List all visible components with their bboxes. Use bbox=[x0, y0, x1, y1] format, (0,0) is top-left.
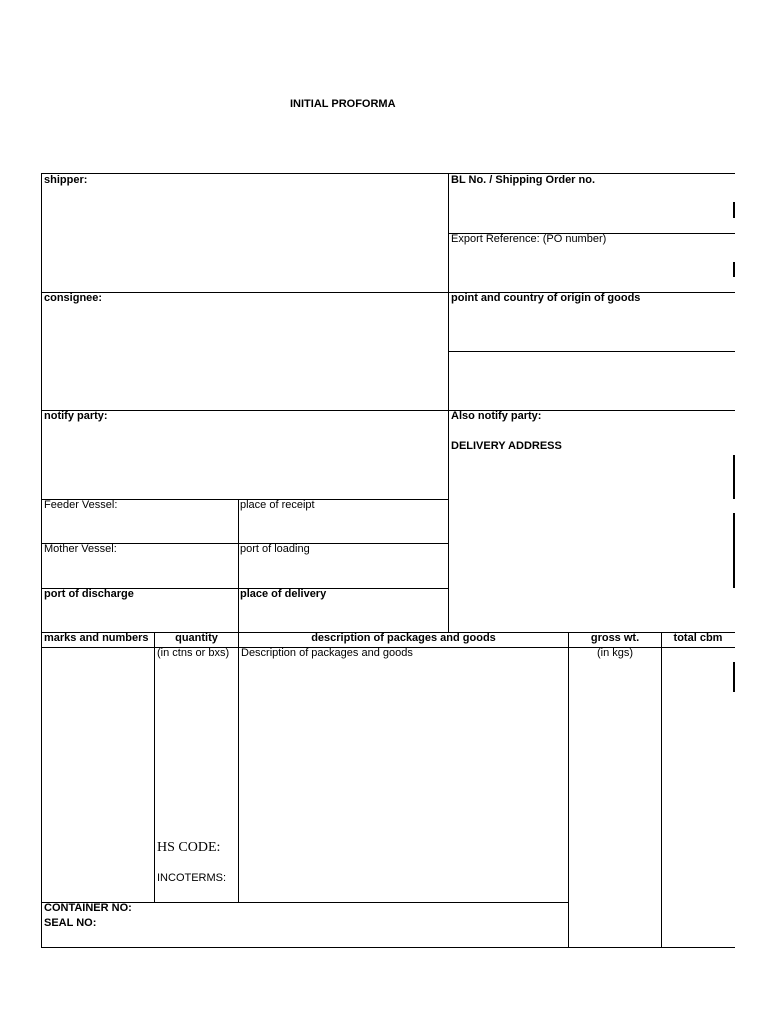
port-of-loading-label: port of loading bbox=[240, 543, 310, 555]
consignee-label: consignee: bbox=[44, 292, 103, 304]
quantity-header: quantity bbox=[175, 632, 218, 644]
quantity-unit: (in ctns or bxs) bbox=[157, 647, 230, 659]
export-reference-label: Export Reference: (PO number) bbox=[451, 233, 607, 245]
seal-no-label: SEAL NO: bbox=[44, 917, 97, 929]
gross-wt-unit: (in kgs) bbox=[596, 647, 634, 659]
incoterms-label: INCOTERMS: bbox=[157, 872, 227, 884]
gross-wt-header: gross wt. bbox=[590, 632, 640, 644]
port-of-discharge-label: port of discharge bbox=[44, 588, 134, 600]
shipper-label: shipper: bbox=[44, 174, 88, 186]
marks-header: marks and numbers bbox=[44, 632, 149, 644]
hs-code-label: HS CODE: bbox=[157, 840, 221, 855]
also-notify-party-label: Also notify party: bbox=[451, 410, 542, 422]
place-of-delivery-label: place of delivery bbox=[240, 588, 327, 600]
mother-vessel-label: Mother Vessel: bbox=[44, 543, 117, 555]
feeder-vessel-label: Feeder Vessel: bbox=[44, 499, 118, 511]
delivery-address-label: DELIVERY ADDRESS bbox=[451, 440, 562, 452]
origin-label: point and country of origin of goods bbox=[451, 292, 641, 304]
place-of-receipt-label: place of receipt bbox=[240, 499, 315, 511]
total-cbm-header: total cbm bbox=[673, 632, 723, 644]
page-title: INITIAL PROFORMA bbox=[290, 98, 396, 110]
notify-party-label: notify party: bbox=[44, 410, 108, 422]
bl-no-label: BL No. / Shipping Order no. bbox=[451, 174, 596, 186]
container-no-label: CONTAINER NO: bbox=[44, 902, 132, 914]
description-placeholder: Description of packages and goods bbox=[241, 647, 413, 659]
description-header: description of packages and goods bbox=[311, 632, 496, 644]
